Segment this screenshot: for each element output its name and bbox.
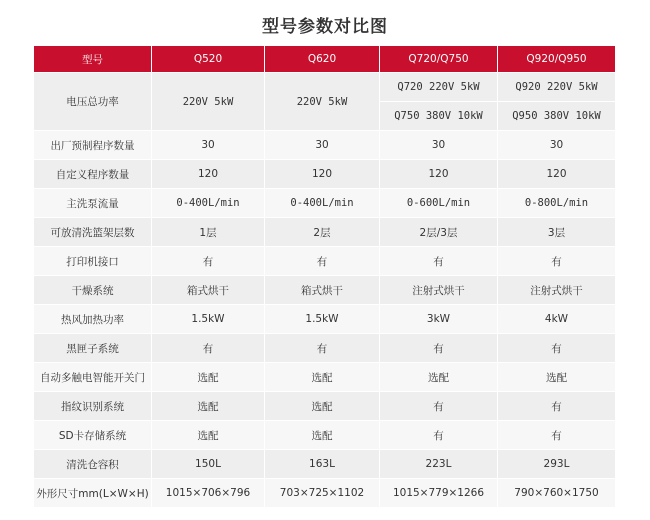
- table-cell: 30: [152, 131, 265, 160]
- table-row: [34, 479, 616, 508]
- table-cell: 选配: [380, 363, 498, 392]
- table-cell: 0-600L/min: [380, 189, 498, 218]
- row-label: 可放清洗篮架层数: [34, 218, 152, 247]
- table-cell: 30: [380, 131, 498, 160]
- table-cell: 4kW: [498, 305, 616, 334]
- table-cell: 选配: [152, 421, 265, 450]
- table-cell: 0-800L/min: [498, 189, 616, 218]
- table-cell: 有: [380, 247, 498, 276]
- header-model: 型号: [34, 46, 152, 73]
- cell-q750-power-line: Q750 380V 10kW: [380, 101, 497, 130]
- table-cell: 有: [498, 334, 616, 363]
- table-cell: 选配: [152, 392, 265, 421]
- table-row: [34, 276, 616, 305]
- table-row: [34, 247, 616, 276]
- table-cell: 30: [498, 131, 616, 160]
- cell-q720-power: [380, 73, 498, 131]
- row-label: SD卡存储系统: [34, 421, 152, 450]
- table-cell: 30: [265, 131, 380, 160]
- row-label: 干燥系统: [34, 276, 152, 305]
- table-row: [34, 305, 616, 334]
- table-cell: 选配: [265, 363, 380, 392]
- table-row: [34, 421, 616, 450]
- table-cell: 箱式烘干: [152, 276, 265, 305]
- cell-q920-power: [498, 73, 616, 131]
- header-q620: Q620: [265, 46, 380, 73]
- header-q520: Q520: [152, 46, 265, 73]
- table-cell: 703×725×1102: [265, 479, 380, 508]
- table-row: [34, 363, 616, 392]
- table-cell: 有: [265, 334, 380, 363]
- table-cell: 223L: [380, 450, 498, 479]
- table-row: [34, 218, 616, 247]
- table-cell: 有: [152, 247, 265, 276]
- table-cell: 选配: [265, 421, 380, 450]
- table-cell: 120: [498, 160, 616, 189]
- cell-q720-power-line: Q720 220V 5kW: [397, 81, 480, 93]
- table-cell: 1.5kW: [152, 305, 265, 334]
- table-row: [34, 392, 616, 421]
- table-cell: 选配: [498, 363, 616, 392]
- cell-q520-power: 220V 5kW: [152, 73, 265, 131]
- table-row: [34, 334, 616, 363]
- table-cell: 选配: [152, 363, 265, 392]
- row-label: 清洗仓容积: [34, 450, 152, 479]
- table-cell: 120: [380, 160, 498, 189]
- row-label: 电压总功率: [34, 73, 152, 131]
- table-cell: 120: [265, 160, 380, 189]
- row-label: 打印机接口: [34, 247, 152, 276]
- row-label: 外形尺寸mm(L×W×H): [34, 479, 152, 508]
- table-cell: 有: [265, 247, 380, 276]
- cell-q950-power-line: Q950 380V 10kW: [498, 101, 615, 130]
- row-label: 指纹识别系统: [34, 392, 152, 421]
- table-row: [34, 160, 616, 189]
- table-cell: 有: [380, 334, 498, 363]
- table-cell: 2层: [265, 218, 380, 247]
- table-cell: 有: [498, 247, 616, 276]
- table-cell: 0-400L/min: [265, 189, 380, 218]
- row-label: 出厂预制程序数量: [34, 131, 152, 160]
- table-row: [34, 131, 616, 160]
- table-cell: 1015×779×1266: [380, 479, 498, 508]
- table-cell: 3层: [498, 218, 616, 247]
- table-cell: 790×760×1750: [498, 479, 616, 508]
- table-row: [34, 189, 616, 218]
- table-cell: 0-400L/min: [152, 189, 265, 218]
- cell-q620-power: 220V 5kW: [265, 73, 380, 131]
- table-cell: 120: [152, 160, 265, 189]
- row-label: 黑匣子系统: [34, 334, 152, 363]
- table-cell: 有: [498, 421, 616, 450]
- table-cell: 293L: [498, 450, 616, 479]
- table-cell: 2层/3层: [380, 218, 498, 247]
- table-cell: 150L: [152, 450, 265, 479]
- table-cell: 有: [380, 421, 498, 450]
- table-row: [34, 450, 616, 479]
- table-row-power: [34, 73, 616, 131]
- row-label: 自动多触电智能开关门: [34, 363, 152, 392]
- header-q920-q950: Q920/Q950: [498, 46, 616, 73]
- table-cell: 有: [380, 392, 498, 421]
- model-comparison-table: [33, 45, 616, 508]
- table-cell: 选配: [265, 392, 380, 421]
- table-cell: 1层: [152, 218, 265, 247]
- row-label: 自定义程序数量: [34, 160, 152, 189]
- cell-q920-power-line: Q920 220V 5kW: [515, 81, 598, 93]
- table-cell: 有: [152, 334, 265, 363]
- row-label: 热风加热功率: [34, 305, 152, 334]
- table-cell: 注射式烘干: [380, 276, 498, 305]
- table-cell: 有: [498, 392, 616, 421]
- table-cell: 1015×706×796: [152, 479, 265, 508]
- table-cell: 注射式烘干: [498, 276, 616, 305]
- table-cell: 箱式烘干: [265, 276, 380, 305]
- table-cell: 163L: [265, 450, 380, 479]
- table-cell: 1.5kW: [265, 305, 380, 334]
- row-label: 主洗泵流量: [34, 189, 152, 218]
- table-cell: 3kW: [380, 305, 498, 334]
- header-q720-q750: Q720/Q750: [380, 46, 498, 73]
- table-header-row: [34, 46, 616, 73]
- page-title: 型号参数对比图: [262, 17, 388, 37]
